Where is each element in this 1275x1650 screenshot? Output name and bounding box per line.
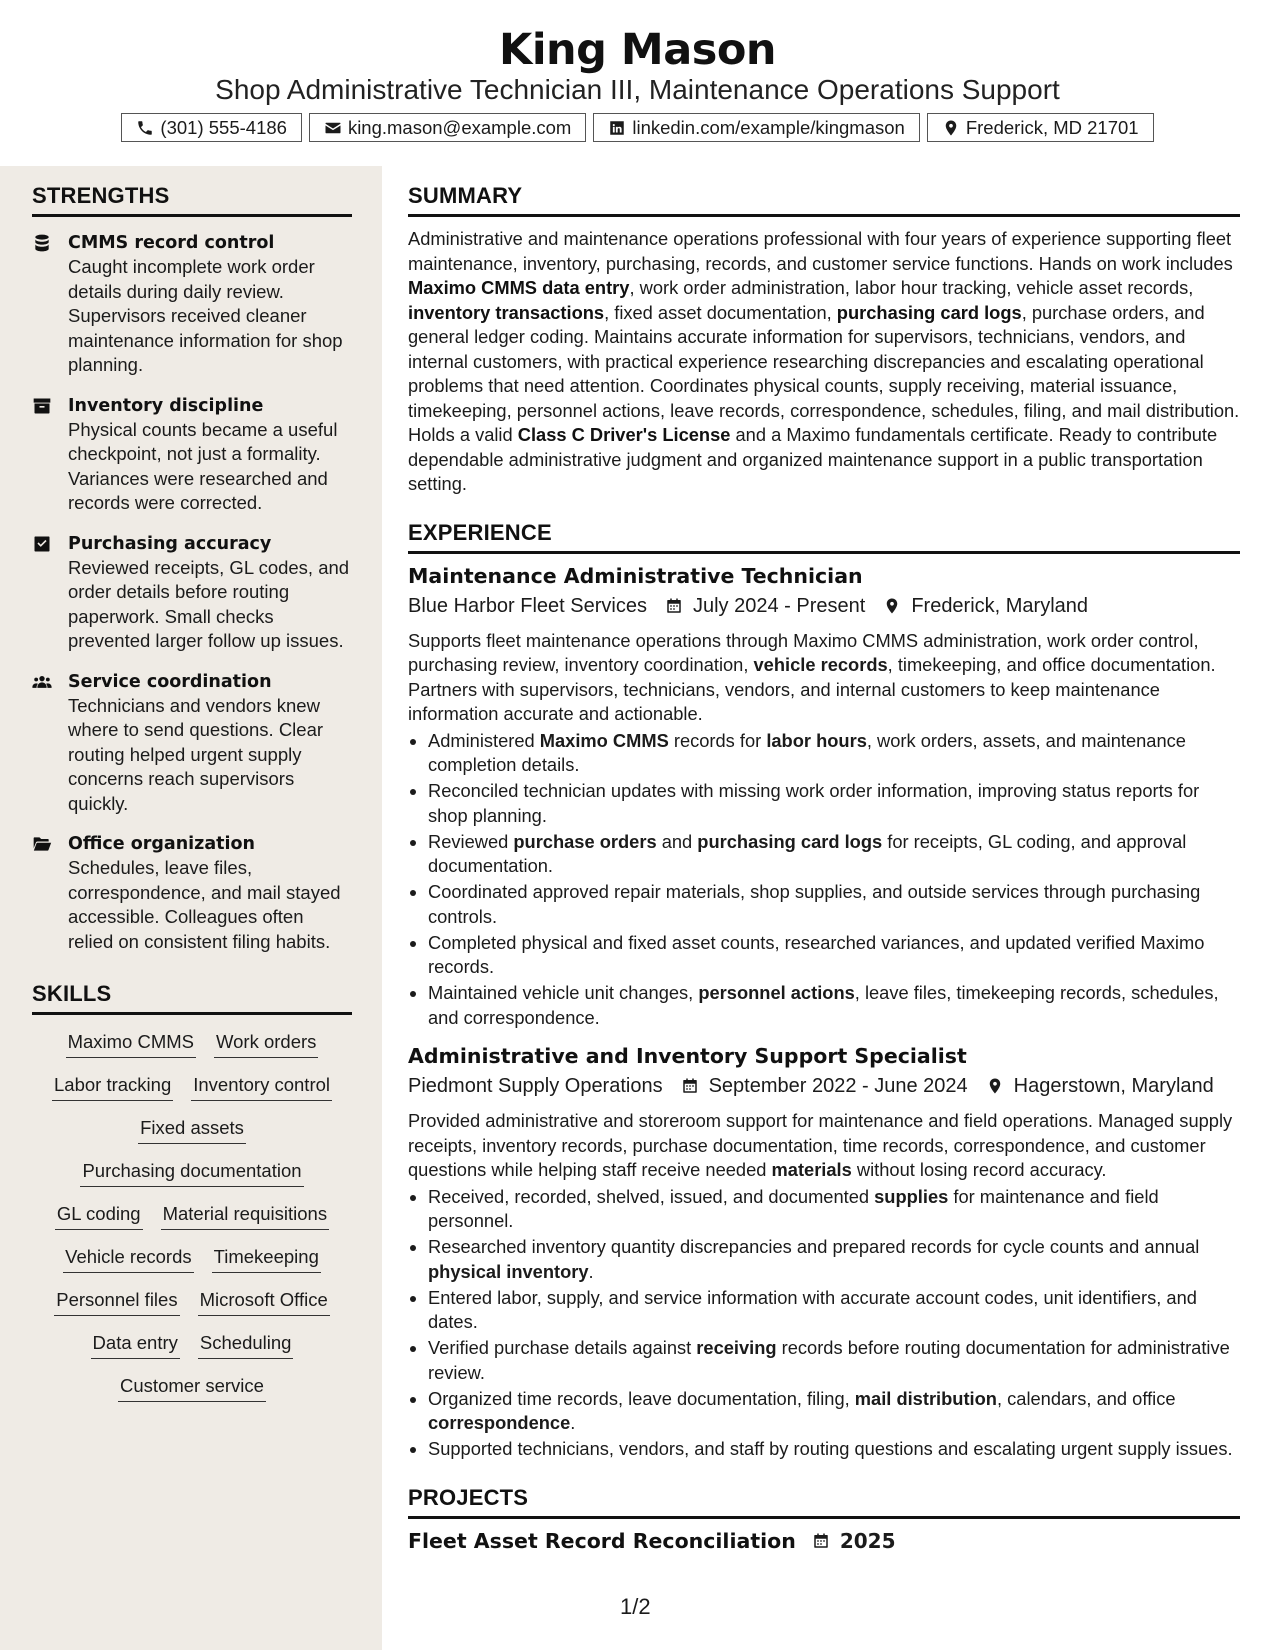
strength-title: Office organization xyxy=(68,834,256,854)
job-bullet: • Entered labor, supply, and service information with accurate account codes, unit identifiers, and dates. xyxy=(428,1286,1240,1335)
skill-tag: Work orders xyxy=(214,1029,318,1058)
users-icon xyxy=(32,672,52,692)
candidate-name: King Mason xyxy=(499,25,776,75)
strength-desc: Reviewed receipts, GL codes, and order details before routing paperwork. Small checks prevented larger follow up issues. xyxy=(68,556,350,651)
job-bullet: • Researched inventory quantity discrepancies and prepared records for cycle counts and annual physical inventory. xyxy=(428,1235,1240,1284)
job-location: Hagerstown, Maryland xyxy=(1013,1075,1214,1097)
phone-chip[interactable] xyxy=(121,113,302,142)
calendar-icon xyxy=(665,597,683,615)
strength-item xyxy=(32,670,352,817)
skill-tag: Fixed assets xyxy=(138,1115,246,1144)
strength-title: Purchasing accuracy xyxy=(68,533,272,554)
strength-desc: Schedules, leave files, correspondence, and mail stayed accessible. Colleagues often relied on consistent filing habits. xyxy=(68,857,341,952)
skills-list xyxy=(32,1029,352,1402)
skill-tag: Inventory control xyxy=(191,1072,332,1101)
skill-tag: Vehicle records xyxy=(63,1244,193,1273)
contact-bar xyxy=(0,113,1275,142)
job-bullet: • Administered Maximo CMMS records for labor hours, work orders, assets, and maintenance completion details. xyxy=(428,729,1240,778)
strength-item xyxy=(32,832,352,954)
job-bullet: • Verified purchase details against receiving records before routing documentation for administrative review. xyxy=(428,1336,1240,1385)
job-description: Supports fleet maintenance operations through Maximo CMMS administration, work order control, purchasing review, inventory coordination, vehicle records, timekeeping, and office documentation. Partners with supervisors, technicians, vendors, and internal customers to keep maintenance information accurate and actionable. xyxy=(408,629,1216,724)
job-bullet: • Reconciled technician updates with missing work order information, improving status reports for shop planning. xyxy=(428,779,1240,828)
linkedin-text: linkedin.com/example/kingmason xyxy=(632,116,905,138)
envelope-icon xyxy=(324,119,342,137)
phone-text: (301) 555-4186 xyxy=(160,116,287,138)
candidate-title: Shop Administrative Technician III, Maintenance Operations Support xyxy=(215,74,1060,105)
job-dates: September 2022 - June 2024 xyxy=(708,1075,968,1097)
job-meta xyxy=(408,1071,1240,1101)
job-entry xyxy=(408,1042,1240,1462)
skill-tag: Personnel files xyxy=(54,1287,179,1316)
calendar-icon xyxy=(812,1532,830,1550)
strengths-heading: STRENGTHS xyxy=(32,182,352,217)
job-bullet: • Supported technicians, vendors, and staff by routing questions and escalating urgent supply issues. xyxy=(428,1437,1240,1462)
job-company: Piedmont Supply Operations xyxy=(408,1075,663,1097)
job-title: Maintenance Administrative Technician xyxy=(408,563,863,588)
archive-box-icon xyxy=(32,396,52,416)
linkedin-icon xyxy=(608,119,626,137)
sidebar xyxy=(0,166,382,1650)
main-column xyxy=(408,182,1240,1555)
skill-tag: Labor tracking xyxy=(52,1072,173,1101)
email-text: king.mason@example.com xyxy=(347,116,572,138)
experience-heading: EXPERIENCE xyxy=(408,519,1240,554)
skill-tag: Purchasing documentation xyxy=(80,1158,303,1187)
job-meta xyxy=(408,591,1240,621)
skill-tag: Material requisitions xyxy=(161,1201,330,1230)
job-bullets xyxy=(408,1185,1240,1462)
job-bullet: • Maintained vehicle unit changes, personnel actions, leave files, timekeeping records, schedules, and correspondence. xyxy=(428,981,1240,1030)
map-pin-icon xyxy=(883,597,901,615)
database-icon xyxy=(32,233,52,253)
summary-heading: SUMMARY xyxy=(408,182,1240,217)
strength-desc: Physical counts became a useful checkpoint, not just a formality. Variances were researched and records were corrected. xyxy=(68,418,338,513)
strength-item xyxy=(32,532,352,654)
strength-desc: Technicians and vendors knew where to send questions. Clear routing helped urgent supply concerns reach supervisors quickly. xyxy=(68,694,324,814)
job-bullet: • Coordinated approved repair materials, shop supplies, and outside services through purchasing controls. xyxy=(428,880,1240,929)
job-title: Administrative and Inventory Support Specialist xyxy=(408,1044,967,1068)
job-entry xyxy=(408,562,1240,1031)
folder-open-icon xyxy=(32,834,52,854)
job-bullet: • Organized time records, leave documentation, filing, mail distribution, calendars, and office correspondence. xyxy=(428,1387,1240,1436)
job-dates: July 2024 - Present xyxy=(692,594,866,617)
skill-tag: Timekeeping xyxy=(212,1244,321,1273)
job-description: Provided administrative and storeroom support for maintenance and field operations. Managed supply receipts, inventory records, purchase documentation, time records, correspondence, and customer questions while helping staff receive needed materials without losing record accuracy. xyxy=(408,1110,1233,1180)
job-location: Frederick, Maryland xyxy=(911,594,1089,617)
skill-tag: Data entry xyxy=(91,1330,180,1359)
map-pin-icon xyxy=(986,1077,1004,1095)
job-bullet: • Received, recorded, shelved, issued, and documented supplies for maintenance and field personnel. xyxy=(428,1185,1240,1234)
calendar-icon xyxy=(681,1077,699,1095)
strength-item xyxy=(32,394,352,516)
skill-tag: Microsoft Office xyxy=(198,1287,330,1316)
job-company: Blue Harbor Fleet Services xyxy=(408,594,647,617)
summary-text: Administrative and maintenance operations professional with four years of experience supporting fleet maintenance, inventory, purchasing, records, and customer service functions. Hands on work includes Maximo CMMS data entry, work order administration, labor hour tracking, vehicle asset records, inventory transactions, fixed asset documentation, purchasing card logs, purchase orders, and general ledger coding. Maintains accurate information for supervisors, technicians, vendors, and internal customers, with practical experience researching discrepancies and escalating operational problems that need attention. Coordinates physical counts, supply receiving, material issuance, timekeeping, personnel actions, leave records, correspondence, schedules, filing, and mail distribution. Holds a valid Class C Driver's License and a Maximo fundamentals certificate. Ready to contribute dependable administrative judgment and organized maintenance support in a public transportation setting. xyxy=(408,228,1240,494)
skill-tag: GL coding xyxy=(55,1201,143,1230)
skill-tag: Customer service xyxy=(118,1373,266,1402)
job-bullets xyxy=(408,729,1240,1031)
checkbox-icon xyxy=(32,534,52,554)
strength-desc: Caught incomplete work order details during daily review. Supervisors received cleaner maintenance information for shop planning. xyxy=(68,256,343,375)
job-bullet: • Completed physical and fixed asset counts, researched variances, and updated verified Maximo records. xyxy=(428,931,1240,980)
page-number: 1/2 xyxy=(620,1594,651,1619)
project-title: Fleet Asset Record Reconciliation xyxy=(408,1528,796,1553)
strength-title: CMMS record control xyxy=(68,233,275,253)
map-pin-icon xyxy=(942,119,960,137)
project-entry xyxy=(408,1527,1240,1555)
projects-heading: PROJECTS xyxy=(408,1484,1240,1519)
skill-tag: Scheduling xyxy=(198,1330,294,1359)
skills-heading: SKILLS xyxy=(32,980,352,1015)
strength-title: Inventory discipline xyxy=(68,395,264,416)
strength-title: Service coordination xyxy=(68,671,272,692)
strength-item xyxy=(32,231,352,378)
job-bullet: • Reviewed purchase orders and purchasing card logs for receipts, GL coding, and approval documentation. xyxy=(428,830,1240,879)
skill-tag: Maximo CMMS xyxy=(66,1029,196,1058)
project-year: 2025 xyxy=(839,1528,896,1553)
email-chip[interactable] xyxy=(309,113,586,142)
phone-icon xyxy=(136,119,154,137)
location-chip xyxy=(927,113,1154,142)
linkedin-chip[interactable] xyxy=(593,113,920,142)
location-text: Frederick, MD 21701 xyxy=(965,116,1139,138)
